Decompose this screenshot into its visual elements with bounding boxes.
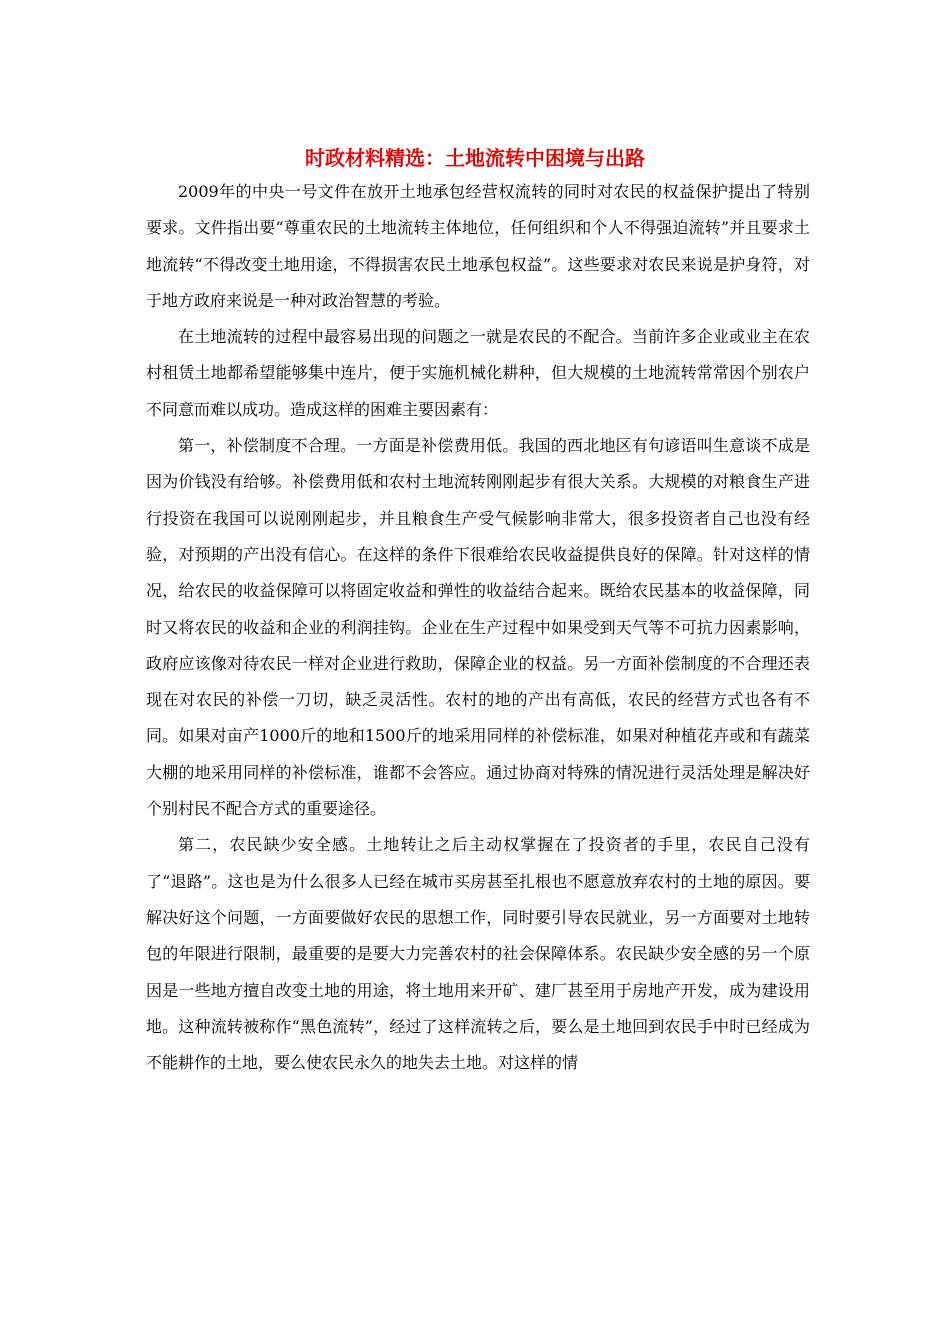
paragraph-3: 第一，补偿制度不合理。一方面是补偿费用低。我国的西北地区有句谚语叫生意谈不成是因为价钱没有给够。补偿费用低和农村土地流转刚刚起步有很大关系。大规模的对粮食生产进行投资在我国可以说刚刚起步，并且粮食生产受气候影响非常大，很多投资者自己也没有经验，对预期的产出没有信心。在这样的条件下很难给农民收益提供良好的保障。针对这样的情况，给农民的收益保障可以将固定收益和弹性的收益结合起来。既给农民基本的收益保障，同时又将农民的收益和企业的利润挂钩。企业在生产过程中如果受到天气等不可抗力因素影响，政府应该像对待农民一样对企业进行救助，保障企业的权益。另一方面补偿制度的不合理还表现在对农民的补偿一刀切，缺乏灵活性。农村的地的产出有高低，农民的经营方式也各有不同。如果对亩产1000斤的地和1500斤的地采用同样的补偿标准，如果对种植花卉或和有蔬菜大棚的地采用同样的补偿标准，谁都不会答应。通过协商对特殊的情况进行灵活处理是解决好个别村民不配合方式的重要途径。 [146,436,810,819]
paragraph-4: 第二，农民缺少安全感。土地转让之后主动权掌握在了投资者的手里，农民自己没有了“退路”。这也是为什么很多人已经在城市买房甚至扎根也不愿意放弃农村的土地的原因。要解决好这个问题，一方面要做好农民的思想工作，同时要引导农民就业，另一方面要对土地转包的年限进行限制，最重要的是要大力完善农村的社会保障体系。农民缺少安全感的另一个原因是一些地方擅自改变土地的用途，将土地用来开矿、建厂甚至用于房地产开发，成为建设用地。这种流转被称作“黑色流转”，经过了这样流转之后，要么是土地回到农民手中时已经成为不能耕作的土地，要么使农民永久的地失去土地。对这样的情 [146,835,810,1073]
paragraph-2: 在土地流转的过程中最容易出现的问题之一就是农民的不配合。当前许多企业或业主在农村租赁土地都希望能够集中连片，便于实施机械化耕种，但大规模的土地流转常常因个别农户不同意而难以成功。造成这样的困难主要因素有： [146,327,810,419]
paragraph-1: 2009年的中央一号文件在放开土地承包经营权流转的同时对农民的权益保护提出了特别要求。文件指出要“尊重农民的土地流转主体地位，任何组织和个人不得强迫流转”并且要求土地流转“不得改变土地用途，不得损害农民土地承包权益”。这些要求对农民来说是护身符，对于地方政府来说是一种对政治智慧的考验。 [146,182,810,310]
document-body [146,174,810,1081]
document-title: 时政材料精选：土地流转中困境与出路 [305,146,645,170]
